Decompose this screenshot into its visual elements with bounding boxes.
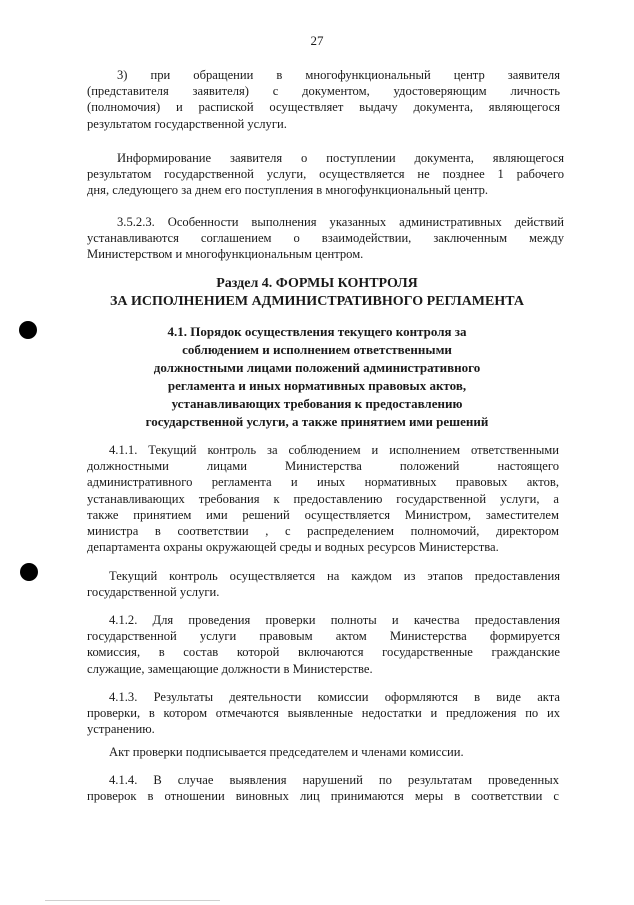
page-number: 27 xyxy=(310,33,324,48)
subsection-heading-line: регламента и иных нормативных правовых актов, xyxy=(167,378,467,393)
punch-hole-bottom xyxy=(20,563,38,581)
text-line: устанавливающих требования к предоставлению государственной услуги, а xyxy=(87,491,559,506)
text-line: Информирование заявителя о поступлении документа, являющегося xyxy=(117,151,564,165)
paragraph-issuance xyxy=(87,67,560,132)
paragraph-3-5-2-3 xyxy=(87,214,564,263)
text-line: Акт проверки подписывается председателем и членами комиссии. xyxy=(109,745,464,759)
subsection-heading-line: должностными лицами положений административного xyxy=(153,360,481,375)
paragraph-4-1-4 xyxy=(87,772,559,804)
subsection-heading-line: 4.1. Порядок осуществления текущего контроля за xyxy=(167,324,467,339)
text-line: 4.1.2. Для проведения проверки полноты и качества предоставления xyxy=(109,613,560,627)
paragraph-4-1-1 xyxy=(87,442,559,555)
text-line: результатом государственной услуги, осуществляется не позднее 1 рабочего xyxy=(87,167,564,182)
paragraph-4-1-3 xyxy=(87,689,560,738)
section-heading xyxy=(0,275,634,311)
text-line: 4.1.1. Текущий контроль за соблюдением и исполнением ответственными xyxy=(109,443,559,457)
text-line: проверки, в котором отмечаются выявленные недостатки и предложения по их xyxy=(87,706,560,721)
text-line: результатом государственной услуги. xyxy=(87,116,287,131)
subsection-heading-line: устанавливающих требования к предоставлению xyxy=(171,396,463,411)
subsection-heading-line: государственной услуги, а также принятием ими решений xyxy=(145,414,489,429)
text-line: служащие, замещающие должности в Министерстве. xyxy=(87,661,373,676)
text-line: (представителя заявителя) с документом, удостоверяющим личность xyxy=(87,84,560,99)
paragraph-4-1-2 xyxy=(87,612,560,677)
text-line: 3.5.2.3. Особенности выполнения указанных административных действий xyxy=(117,215,564,229)
text-line: 4.1.3. Результаты деятельности комиссии оформляются в виде акта xyxy=(109,690,560,704)
subsection-heading xyxy=(0,323,634,431)
text-line: департамента охраны окружающей среды и водных ресурсов Министерства. xyxy=(87,540,499,555)
text-line: Министерством и многофункциональным центром. xyxy=(87,247,364,262)
scan-edge-line xyxy=(45,900,220,901)
text-line: государственной услуги. xyxy=(87,585,220,600)
text-line: государственной услуги правовым актом Министерства формируется xyxy=(87,629,560,644)
text-line: устанавливаются соглашением о взаимодействии, заключенным между xyxy=(87,231,564,246)
paragraph-current-control xyxy=(87,568,560,600)
text-line: Текущий контроль осуществляется на каждом из этапов предоставления xyxy=(109,569,560,583)
text-line: также принятием ими решений осуществляется Министром, заместителем xyxy=(87,507,559,522)
subsection-heading-line: соблюдением и исполнением ответственными xyxy=(182,342,452,357)
text-line: 4.1.4. В случае выявления нарушений по результатам проведенных xyxy=(109,773,559,787)
punch-hole-top xyxy=(19,321,37,339)
section-heading-line: Раздел 4. ФОРМЫ КОНТРОЛЯ xyxy=(216,276,418,291)
text-line: устранению. xyxy=(87,722,155,737)
text-line: 3) при обращении в многофункциональный центр заявителя xyxy=(117,68,560,82)
text-line: министра в соответствии , с распределением полномочий, директором xyxy=(87,524,559,539)
text-line: административного регламента и иных нормативных правовых актов, xyxy=(87,475,559,490)
text-line: проверок в отношении виновных лиц принимаются меры в соответствии с xyxy=(87,789,559,804)
text-line: комиссия, в состав которой включаются государственные гражданские xyxy=(87,645,560,660)
paragraph-notification xyxy=(87,150,564,199)
section-heading-line: ЗА ИСПОЛНЕНИЕМ АДМИНИСТРАТИВНОГО РЕГЛАМЕНТА xyxy=(110,294,524,309)
text-line: дня, следующего за днем его поступления в многофункциональный центр. xyxy=(87,183,489,198)
text-line: должностными лицами Министерства положений настоящего xyxy=(87,459,559,474)
text-line: (полномочия) и распиской осуществляет выдачу документа, являющегося xyxy=(87,100,560,115)
paragraph-act-signing xyxy=(87,744,560,760)
